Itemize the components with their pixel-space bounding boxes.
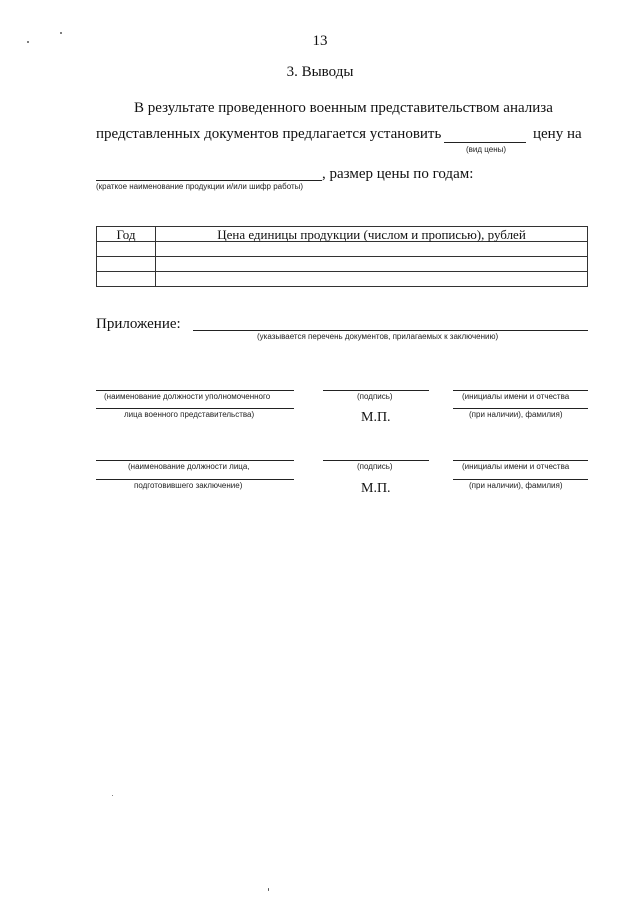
position-blank[interactable]: [96, 460, 294, 461]
table-header-price: Цена единицы продукции (числом и прописью), рублей: [156, 227, 588, 242]
table-cell-year[interactable]: [97, 272, 156, 287]
table-row: [97, 272, 588, 287]
table-cell-year[interactable]: [97, 242, 156, 257]
scan-speck: [268, 888, 269, 891]
name-blank[interactable]: [453, 460, 588, 461]
position-hint-line-1: (наименование должности лица,: [128, 462, 250, 471]
position-blank[interactable]: [96, 390, 294, 391]
table-cell-price[interactable]: [156, 257, 588, 272]
name-blank-2[interactable]: [453, 408, 588, 409]
price-table: [96, 226, 588, 287]
paragraph-line-2-end: цену на: [533, 126, 582, 142]
signature-blank[interactable]: [323, 460, 429, 461]
appendix-hint: (указывается перечень документов, прилагаемых к заключению): [257, 332, 499, 341]
price-type-hint: (вид цены): [466, 145, 507, 154]
section-title: 3. Выводы: [286, 64, 354, 80]
price-type-blank[interactable]: [444, 142, 526, 143]
product-name-hint: (краткое наименование продукции и/или шифр работы): [96, 182, 304, 191]
paragraph-line-1: В результате проведенного военным представительством анализа: [134, 100, 553, 116]
table-cell-price[interactable]: [156, 272, 588, 287]
table-header-row: [97, 227, 588, 242]
position-blank-2[interactable]: [96, 408, 294, 409]
name-hint-line-2: (при наличии), фамилия): [469, 481, 563, 490]
table-row: [97, 257, 588, 272]
position-hint-line-2: подготовившего заключение): [134, 481, 243, 490]
appendix-blank[interactable]: [193, 330, 588, 331]
page-number: 13: [312, 33, 328, 49]
position-blank-2[interactable]: [96, 479, 294, 480]
table-cell-price[interactable]: [156, 242, 588, 257]
stamp-placeholder: М.П.: [361, 481, 391, 496]
position-hint-line-1: (наименование должности уполномоченного: [104, 392, 271, 401]
name-blank[interactable]: [453, 390, 588, 391]
table-header-year: Год: [97, 227, 156, 242]
name-hint-line-1: (инициалы имени и отчества: [462, 462, 570, 471]
table-row: [97, 242, 588, 257]
name-hint-line-2: (при наличии), фамилия): [469, 410, 563, 419]
position-hint-line-2: лица военного представительства): [124, 410, 255, 419]
name-blank-2[interactable]: [453, 479, 588, 480]
appendix-label: Приложение:: [96, 316, 181, 332]
stamp-placeholder: М.П.: [361, 410, 391, 425]
paragraph-line-3: , размер цены по годам:: [322, 166, 474, 182]
table-cell-year[interactable]: [97, 257, 156, 272]
name-hint-line-1: (инициалы имени и отчества: [462, 392, 570, 401]
signature-blank[interactable]: [323, 390, 429, 391]
product-name-blank[interactable]: [96, 180, 322, 181]
scan-speck: [112, 795, 113, 796]
paragraph-line-2: представленных документов предлагается установить: [96, 126, 442, 142]
signature-hint: (подпись): [357, 392, 393, 401]
signature-hint: (подпись): [357, 462, 393, 471]
